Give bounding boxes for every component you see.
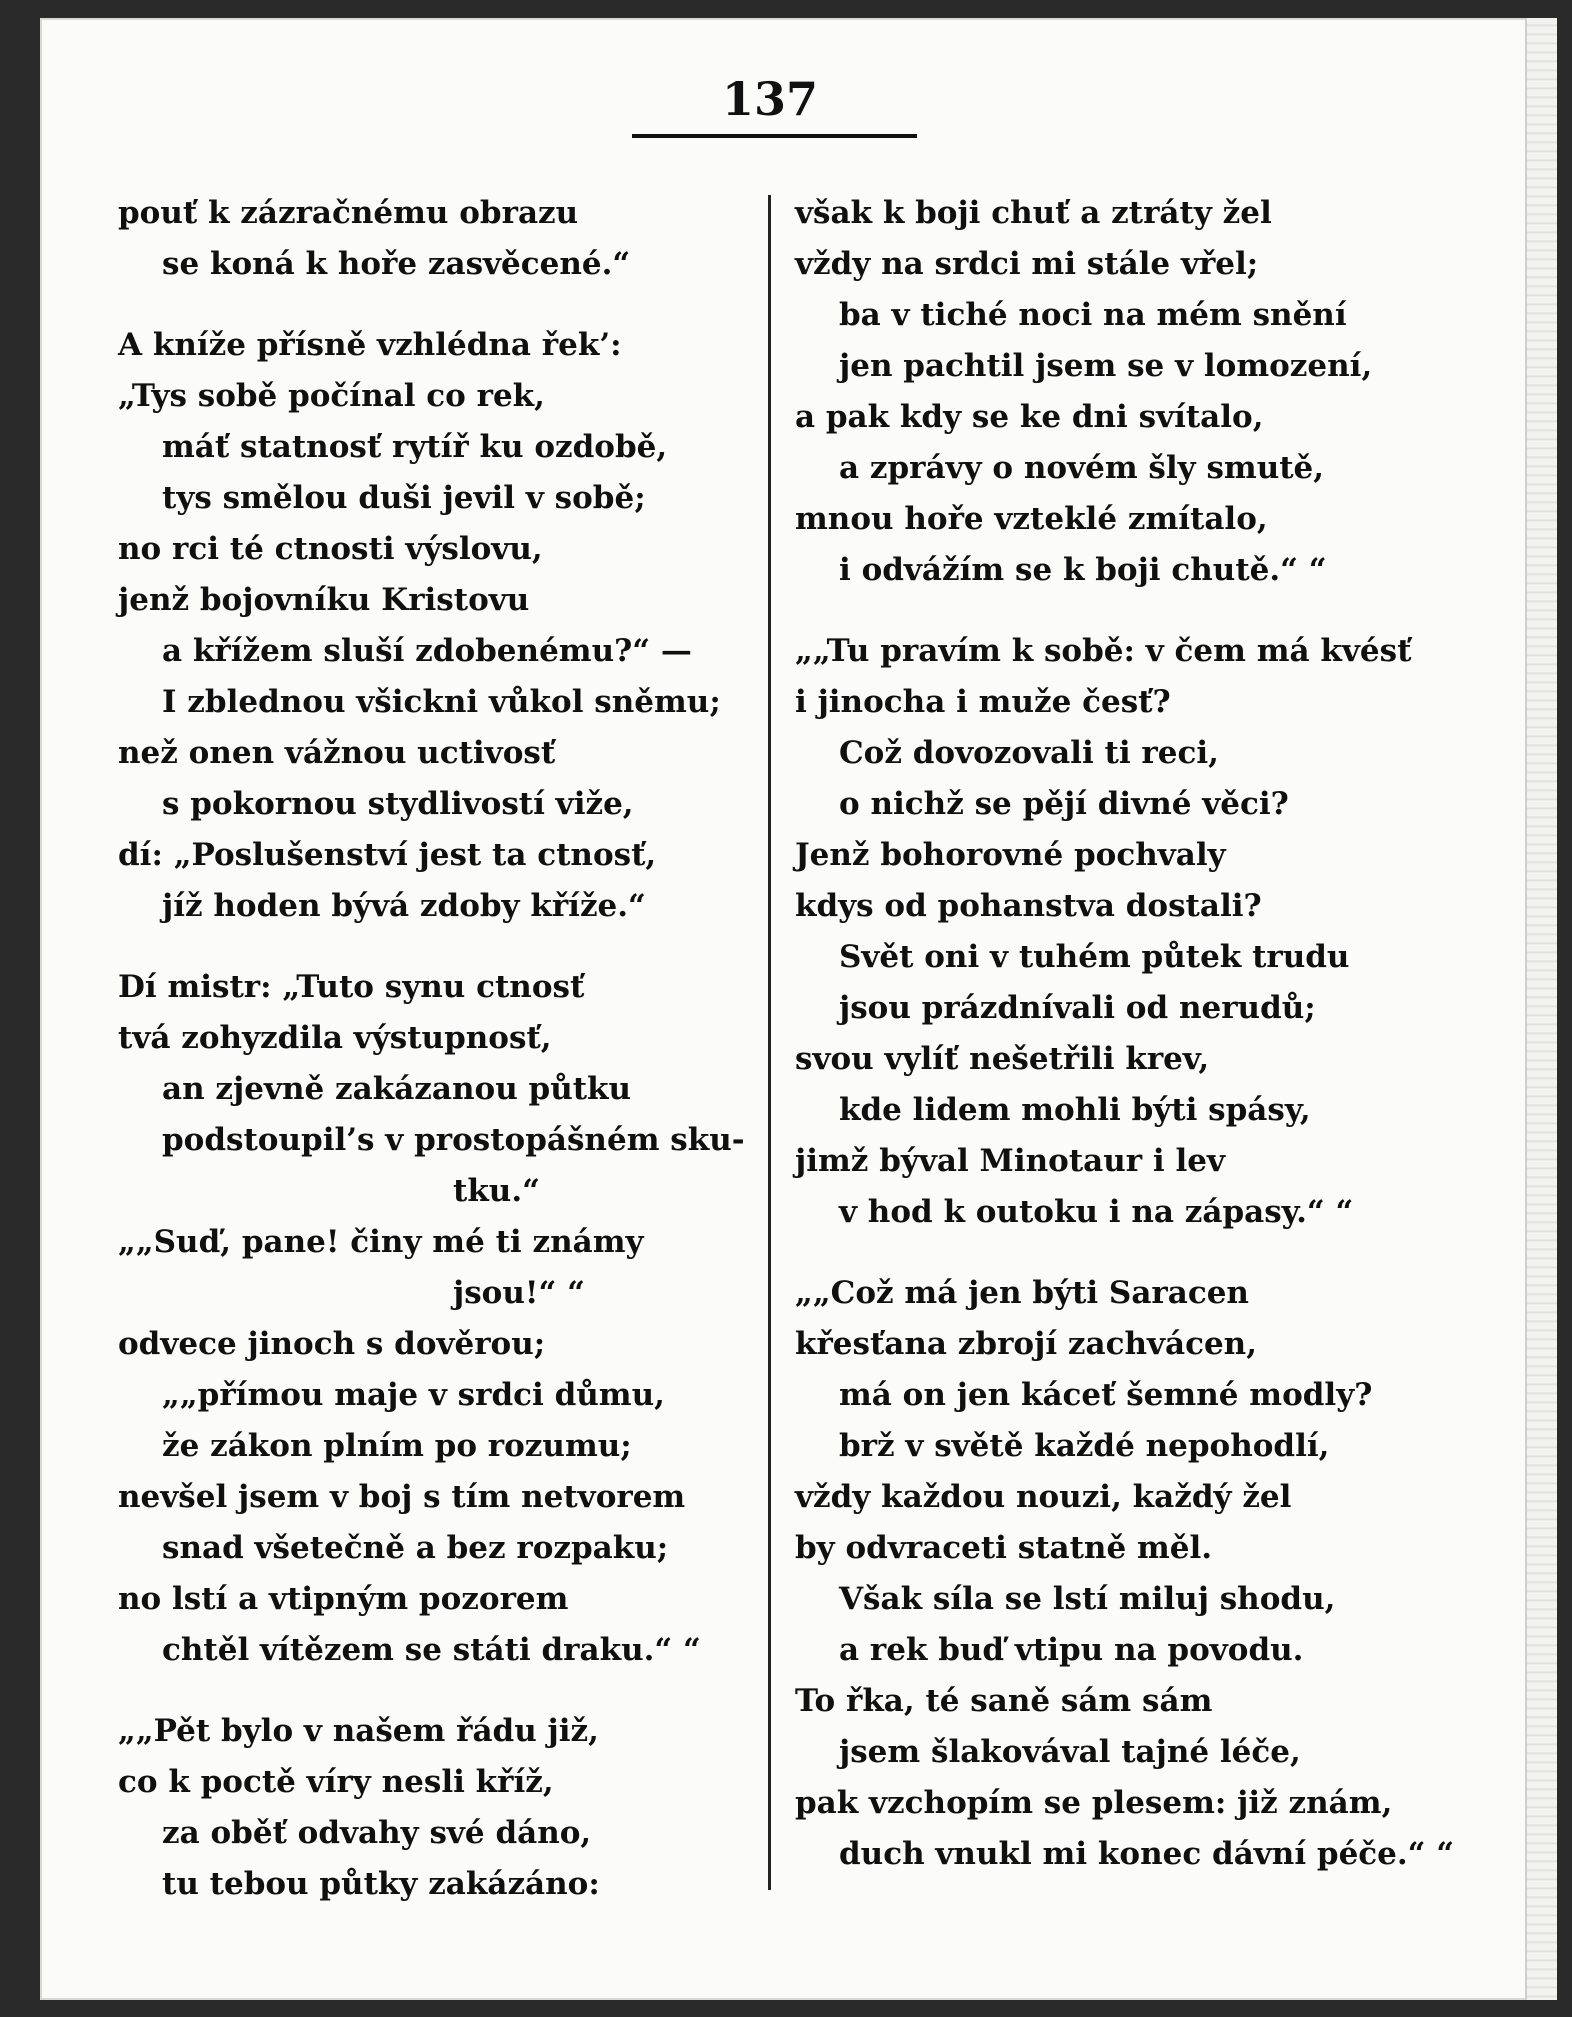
verse-line: co k poctě víry nesli kříž,	[118, 1764, 554, 1800]
verse-line: než onen vážnou uctivosť	[118, 735, 556, 771]
verse-line: i odvážím se k boji chutě.“ “	[839, 552, 1327, 588]
verse-line: „„Suď, pane! činy mé ti známy	[118, 1224, 644, 1260]
verse-line: a rek buď vtipu na povodu.	[839, 1632, 1304, 1668]
verse-line: chtěl vítězem se státi draku.“ “	[162, 1632, 701, 1668]
verse-line: a zprávy o novém šly smutě,	[839, 450, 1325, 486]
verse-line: tvá zohyzdila výstupnosť,	[118, 1020, 552, 1056]
verse-line: Dí mistr: „Tuto synu ctnosť	[118, 969, 585, 1005]
verse-line: „„Tu pravím k sobě: v čem má kvésť	[795, 633, 1412, 669]
verse-line: a pak kdy se ke dni svítalo,	[795, 399, 1264, 435]
verse-line: s pokornou stydlivostí viže,	[162, 786, 634, 822]
verse-line: dí: „Poslušenství jest ta ctnosť,	[118, 837, 657, 873]
verse-line: pak vzchopím se plesem: již znám,	[795, 1785, 1393, 1821]
verse-line: Svět oni v tuhém půtek trudu	[839, 939, 1350, 975]
verse-line: A kníže přísně vzhlédna řek’:	[118, 327, 622, 363]
verse-line: svou vylíť nešetřili krev,	[795, 1041, 1210, 1077]
verse-line: Jenž bohorovné pochvaly	[795, 837, 1226, 873]
verse-line: vždy každou nouzi, každý žel	[795, 1479, 1292, 1515]
verse-line: křesťana zbrojí zachvácen,	[795, 1326, 1258, 1362]
verse-line: „„Pět bylo v našem řádu již,	[118, 1713, 599, 1749]
verse-line: „„přímou maje v srdci důmu,	[162, 1377, 665, 1413]
verse-line: jíž hoden bývá zdoby kříže.“	[162, 888, 646, 924]
verse-line: no rci té ctnosti výslovu,	[118, 531, 543, 567]
page-number: 137	[721, 72, 819, 126]
verse-line: no lstí a vtipným pozorem	[118, 1581, 569, 1617]
verse-line: má on jen káceť šemné modly?	[839, 1377, 1373, 1413]
verse-line: jenž bojovníku Kristovu	[118, 582, 530, 618]
verse-line: Však síla se lstí miluj shodu,	[839, 1581, 1336, 1617]
verse-line: jsou!“ “	[453, 1275, 585, 1311]
verse-line: an zjevně zakázanou půtku	[162, 1071, 632, 1107]
stanza-gap	[795, 1238, 1415, 1268]
verse-line: tu tebou půtky zakázáno:	[162, 1866, 600, 1902]
left-column	[118, 188, 743, 1910]
stanza-gap	[118, 932, 743, 962]
verse-line: ba v tiché noci na mém snění	[839, 297, 1347, 333]
verse-line: o nichž se pějí divné věci?	[839, 786, 1289, 822]
header-rule	[632, 134, 917, 138]
verse-line: v hod k outoku i na zápasy.“ “	[839, 1194, 1354, 1230]
verse-line: se koná k hoře zasvěcené.“	[162, 246, 631, 282]
verse-line: jsem šlakovával tajné léče,	[839, 1734, 1301, 1770]
column-divider	[768, 195, 771, 1890]
right-column	[795, 188, 1455, 1880]
verse-line: podstoupil’s v prostopášném sku-	[162, 1122, 745, 1158]
verse-line: tku.“	[453, 1173, 540, 1209]
verse-line: kde lidem mohli býti spásy,	[839, 1092, 1311, 1128]
stanza-gap	[118, 1676, 743, 1706]
verse-line: „„Což má jen býti Saracen	[795, 1275, 1249, 1311]
verse-line: I zblednou všickni vůkol sněmu;	[162, 684, 721, 720]
verse-line: a křížem sluší zdobenému?“ —	[162, 633, 692, 669]
verse-line: jen pachtil jsem se v lomození,	[839, 348, 1373, 384]
verse-line: by odvraceti statně měl.	[795, 1530, 1213, 1566]
verse-line: nevšel jsem v boj s tím netvorem	[118, 1479, 686, 1515]
verse-line: tys smělou duši jevil v sobě;	[162, 480, 646, 516]
verse-line: vždy na srdci mi stále vřel;	[795, 246, 1259, 282]
verse-line: mnou hoře vzteklé zmítalo,	[795, 501, 1268, 537]
stanza-gap	[795, 596, 1415, 626]
verse-line: duch vnukl mi konec dávní péče.“ “	[839, 1836, 1455, 1872]
verse-line: za oběť odvahy své dáno,	[162, 1815, 592, 1851]
verse-line: však k boji chuť a ztráty žel	[795, 195, 1272, 231]
verse-line: Což dovozovali ti reci,	[839, 735, 1219, 771]
verse-line: pouť k zázračnému obrazu	[118, 195, 579, 231]
verse-line: že zákon plním po rozumu;	[162, 1428, 632, 1464]
verse-line: brž v světě každé nepohodlí,	[839, 1428, 1330, 1464]
verse-line: To řka, té saně sám sám	[795, 1683, 1213, 1719]
verse-line: „Tys sobě počínal co rek,	[118, 378, 545, 414]
verse-line: kdys od pohanstva dostali?	[795, 888, 1262, 924]
stanza-gap	[118, 290, 743, 320]
verse-line: snad všetečně a bez rozpaku;	[162, 1530, 669, 1566]
verse-line: máť statnosť rytíř ku ozdobě,	[162, 429, 668, 465]
page-edge	[1525, 18, 1557, 2000]
verse-line: i jinocha i muže česť?	[795, 684, 1171, 720]
verse-line: odvece jinoch s dověrou;	[118, 1326, 546, 1362]
verse-line: jimž býval Minotaur i lev	[795, 1143, 1226, 1179]
verse-line: jsou prázdnívali od nerudů;	[839, 990, 1316, 1026]
